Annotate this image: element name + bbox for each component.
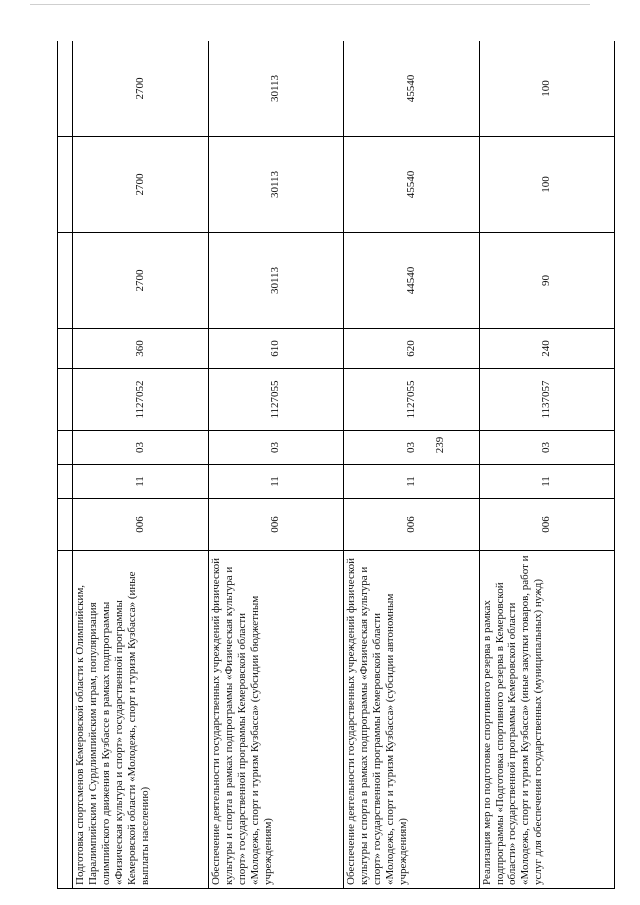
ministry-code: 006 (208, 499, 343, 551)
subsection-code: 03 (73, 431, 208, 465)
expense-type-code: 610 (208, 329, 343, 369)
target-article-code: 1127055 (344, 369, 479, 431)
row-description: Реализация мер по подготовке спортивного резерва в рамках подпрограммы «Подготовка спортивного резерва в Кемеровской области» государственной программы Кемеровской области «Молодежь, спорт и туризм Кузбасса» (иные закупки товаров, работ и услуг для обеспечения государственных (муниципальных) нужд) (479, 551, 614, 889)
amount-year-3: 100 (479, 41, 614, 137)
amount-year-2: 30113 (208, 137, 343, 233)
ministry-code: 006 (73, 499, 208, 551)
row-description: Обеспечение деятельности государственных учреждений физической культуры и спорта в рамках подпрограммы «Физическая культура и спорт» государственной программы Кемеровской области «Молодежь, спорт и туризм Кузбасса» (субсидии автономным учреждениям) (344, 551, 479, 889)
target-article-code: 1127052 (73, 369, 208, 431)
amount-year-2: 45540 (344, 137, 479, 233)
expense-type-code: 240 (479, 329, 614, 369)
amount-year-1: 30113 (208, 233, 343, 329)
expense-type-code: 620 (344, 329, 479, 369)
table-row (73, 41, 208, 889)
amount-year-3: 45540 (344, 41, 479, 137)
ministry-code: 006 (344, 499, 479, 551)
amount-year-3: 2700 (73, 41, 208, 137)
amount-year-3: 30113 (208, 41, 343, 137)
target-article-code: 1127055 (208, 369, 343, 431)
amount-year-1: 44540 (344, 233, 479, 329)
amount-year-2: 2700 (73, 137, 208, 233)
table-row (344, 41, 479, 889)
table-top-border-row (58, 41, 73, 889)
row-description: Подготовка спортсменов Кемеровской области к Олимпийским, Паралимпийским и Сурдлимпийским играм, популяризация олимпийского движения в Кузбассе в рамках подпрограммы «Физическая культура и спорт» государственной программы Кемеровской области «Молодежь, спорт и туризм Кузбасса» (иные выплаты населению) (73, 551, 208, 889)
amount-year-1: 2700 (73, 233, 208, 329)
section-code: 11 (73, 465, 208, 499)
table-row (479, 41, 614, 889)
amount-year-2: 100 (479, 137, 614, 233)
page-number: 239 (434, 436, 446, 454)
section-code: 11 (344, 465, 479, 499)
section-code: 11 (479, 465, 614, 499)
section-code: 11 (208, 465, 343, 499)
top-rule (30, 4, 590, 5)
budget-table (57, 41, 615, 889)
subsection-code: 03 (344, 431, 479, 465)
table-row (208, 41, 343, 889)
subsection-code: 03 (479, 431, 614, 465)
target-article-code: 1137057 (479, 369, 614, 431)
budget-table-container (57, 41, 615, 889)
amount-year-1: 90 (479, 233, 614, 329)
expense-type-code: 360 (73, 329, 208, 369)
row-description: Обеспечение деятельности государственных учреждений физической культуры и спорта в рамках подпрограммы «Физическая культура и спорт» государственной программы Кемеровской области «Молодежь, спорт и туризм Кузбасса» (субсидии бюджетным учреждениям) (208, 551, 343, 889)
ministry-code: 006 (479, 499, 614, 551)
subsection-code: 03 (208, 431, 343, 465)
